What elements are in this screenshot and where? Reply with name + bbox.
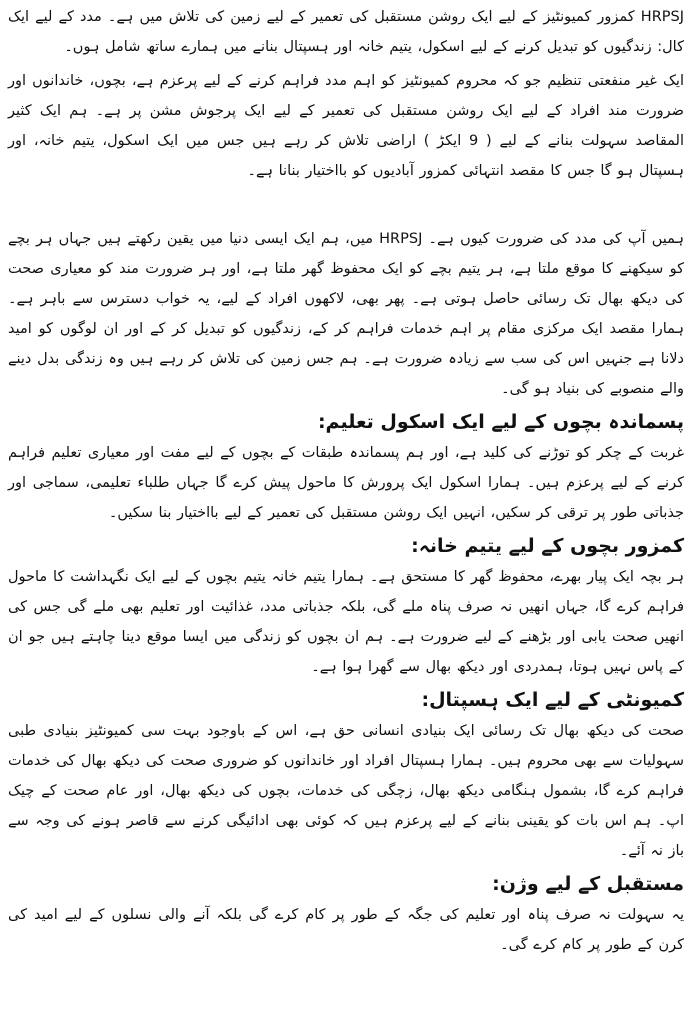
vision-body: یہ سہولت نہ صرف پناہ اور تعلیم کی جگہ کے طور پر کام کرے گی بلکہ آنے والی نسلوں کے لیے امید کی کرن کے طور پر کام کرے گی۔ bbox=[8, 907, 684, 953]
why-paragraph: ہمیں آپ کی مدد کی ضرورت کیوں ہے۔ HRPSJ میں، ہم ایک ایسی دنیا میں یقین رکھتے ہیں جہاں ہر بچے کو سیکھنے کا موقع ملتا ہے، ہر یتیم بچے کو ایک محفوظ گھر ملتا ہے، اور ہر ضرورت مند کو معیاری صحت کی دیکھ بھال تک رسائی حاصل ہوتی ہے۔ پھر بھی، لاکھوں افراد کے لیے، یہ خواب دسترس سے باہر ہے۔ ہمارا مقصد ایک مرکزی مقام پر اہم خدمات فراہم کر کے، زندگیوں کو تبدیل کر کے اور ان لوگوں کو امید دلانا ہے جنہیں اس کی سب سے زیادہ ضرورت ہے۔ ہم جس زمین کی تلاش کر رہے ہیں وہ زندگی بدل دینے والے منصوبے کی بنیاد ہو گی۔ bbox=[8, 231, 685, 397]
hospital-body: صحت کی دیکھ بھال تک رسائی ایک بنیادی انسانی حق ہے، اس کے باوجود بہت سی کمیونٹیز بنیادی طبی سہولیات سے بھی محروم ہیں۔ ہمارا ہسپتال افراد اور خاندانوں کو ضروری صحت کی دیکھ بھال کی خدمات فراہم کرے گا، بشمول ہنگامی دیکھ بھال، زچگی کی خدمات، بچوں کی دیکھ بھال، اور عام صحت کے چیک اپ۔ ہم اس بات کو یقینی بنانے کے لیے پرعزم ہیں کہ کوئی بھی ادائیگی کرنے سے قاصر ہونے کی وجہ سے باز نہ آئے۔ bbox=[8, 723, 684, 859]
intro-paragraph-1: HRPSJ کمزور کمیونٹیز کے لیے ایک روشن مستقبل کی تعمیر کے لیے زمین کی تلاش میں ہے۔ مدد کے لیے ایک کال: زندگیوں کو تبدیل کرنے کے لیے اسکول، یتیم خانہ اور ہسپتال بنانے میں ہمارے ساتھ شامل ہوں۔ bbox=[8, 9, 684, 55]
orphanage-heading: کمزور بچوں کے لیے یتیم خانہ: bbox=[411, 535, 684, 557]
vision-heading: مستقبل کے لیے وژن: bbox=[492, 873, 684, 895]
school-heading: پسماندہ بچوں کے لیے ایک اسکول تعلیم: bbox=[317, 411, 684, 433]
section-gap bbox=[8, 186, 684, 224]
orphanage-body: ہر بچہ ایک پیار بھرے، محفوظ گھر کا مستحق ہے۔ ہمارا یتیم خانہ یتیم بچوں کے لیے ایک نگہداشت کا ماحول فراہم کرے گا، جہاں انھیں نہ صرف پناہ ملے گی، بلکہ جذباتی مدد، غذائیت اور تعلیم بھی ملے گی جس کی انھیں صحت یابی اور بڑھنے کے لیے ضرورت ہے۔ ہم ان بچوں کو زندگی میں ایسا موقع دینا چاہتے ہیں جو ان کے پاس نہیں ہوتا، ہمدردی اور دیکھ بھال سے گھرا ہوا ہے۔ bbox=[8, 569, 684, 675]
intro-paragraph-2: ایک غیر منفعتی تنظیم جو کہ محروم کمیونٹیز کو اہم مدد فراہم کرنے کے لیے پرعزم ہے، بچوں، خاندانوں اور ضرورت مند افراد کے لیے ایک روشن مستقبل کی تعمیر کے لیے ایک پرجوش مشن پر ہے۔ ہم ایک کثیر المقاصد سہولت بنانے کے لیے ( 9 ایکڑ ) اراضی تلاش کر رہے ہیں جس میں ایک اسکول، یتیم خانہ، اور ہسپتال ہو گا جس کا مقصد انتہائی کمزور آبادیوں کو بااختیار بنانا ہے۔ bbox=[8, 73, 684, 179]
school-body: غربت کے چکر کو توڑنے کی کلید ہے، اور ہم پسماندہ طبقات کے بچوں کے لیے مفت اور معیاری تعلیم فراہم کرنے کے لیے پرعزم ہیں۔ ہمارا اسکول ایک پرورش کا ماحول پیش کرے گا جہاں طلباء تعلیمی، سماجی اور جذباتی طور پر ترقی کر سکیں، انہیں ایک روشن مستقبل کی تعمیر کے لیے بااختیار بنا سکیں۔ bbox=[8, 445, 684, 521]
hospital-heading: کمیونٹی کے لیے ایک ہسپتال: bbox=[421, 689, 684, 711]
